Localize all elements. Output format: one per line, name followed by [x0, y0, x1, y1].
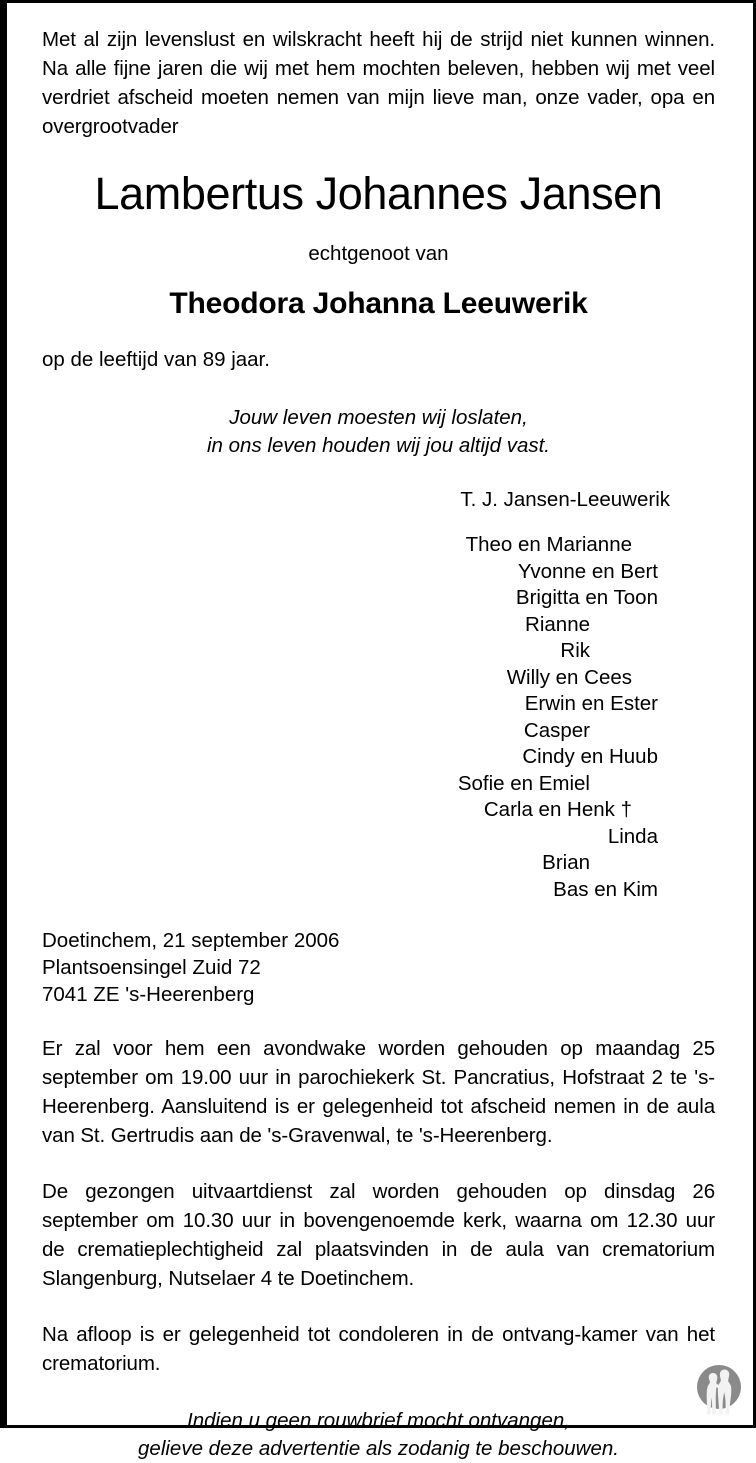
- family-member: Brian: [542, 851, 590, 874]
- closing-note: [42, 1407, 715, 1463]
- family-member: Bas en Kim: [553, 877, 658, 901]
- poem-line: Jouw leven moesten wij loslaten,: [229, 406, 528, 429]
- age-line: op de leeftijd van 89 jaar.: [42, 348, 270, 371]
- notice-content: [7, 3, 753, 1463]
- embracing-figures-icon: [694, 1361, 744, 1419]
- family-member: Sofie en Emiel: [457, 771, 590, 795]
- closing-note-line: Indien u geen rouwbrief mocht ontvangen,: [187, 1409, 570, 1432]
- family-member: Yvonne en Bert: [517, 559, 658, 583]
- address-block: [42, 927, 715, 1008]
- family-member: Brigitta en Toon: [515, 586, 658, 609]
- memorial-poem: [42, 404, 715, 460]
- spouse-relation-label: echtgenoot van: [308, 242, 449, 265]
- family-member: Cindy en Huub: [522, 745, 658, 768]
- deceased-name: Lambertus Johannes Jansen: [94, 168, 663, 219]
- funeral-home-logo: [694, 1361, 744, 1419]
- address-line: Doetinchem, 21 september 2006: [42, 929, 340, 952]
- funeral-service-paragraph: De gezongen uitvaartdienst zal worden gehouden op dinsdag 26 september om 10.30 uur in bovengenoemde kerk, waarna om 12.30 uur de crematieplechtigheid zal plaatsvinden in de aula van crematorium Slangenburg, Nutselaer 4 te Doetinchem.: [42, 1180, 715, 1290]
- family-member: Rianne: [525, 612, 590, 636]
- family-member: Erwin en Ester: [524, 692, 658, 715]
- family-member-list: [42, 532, 670, 903]
- condolence-paragraph: Na afloop is er gelegenheid tot condoleren in de ontvang-kamer van het crematorium.: [42, 1323, 715, 1375]
- opening-paragraph: Met al zijn levenslust en wilskracht heeft hij de strijd niet kunnen winnen. Na alle fijne jaren die wij met hem mochten beleven, hebben wij met veel verdriet afscheid moeten nemen van mijn lieve man, onze vader, opa en overgrootvader: [42, 28, 715, 138]
- widow-signature: T. J. Jansen-Leeuwerik: [460, 488, 670, 511]
- family-member: Linda: [607, 824, 658, 848]
- family-signature-block: [42, 486, 715, 903]
- family-member: Casper: [523, 718, 590, 742]
- poem-line: in ons leven houden wij jou altijd vast.: [206, 434, 550, 457]
- closing-note-line: gelieve deze advertentie als zodanig te beschouwen.: [138, 1437, 619, 1460]
- family-member: Rik: [560, 639, 590, 662]
- wake-service-paragraph: Er zal voor hem een avondwake worden gehouden op maandag 25 september om 19.00 uur in parochiekerk St. Pancratius, Hofstraat 2 te 's-Heerenberg. Aansluitend is er gelegenheid tot afscheid nemen in de aula van St. Gertrudis aan de 's-Gravenwal, te 's-Heerenberg.: [42, 1037, 715, 1147]
- family-member: Willy en Cees: [506, 665, 632, 689]
- spouse-name: Theodora Johanna Leeuwerik: [169, 287, 588, 320]
- family-member: Theo en Marianne: [465, 533, 632, 556]
- address-line: 7041 ZE 's-Heerenberg: [42, 983, 255, 1006]
- address-line: Plantsoensingel Zuid 72: [42, 956, 261, 979]
- family-member: Carla en Henk †: [483, 798, 632, 821]
